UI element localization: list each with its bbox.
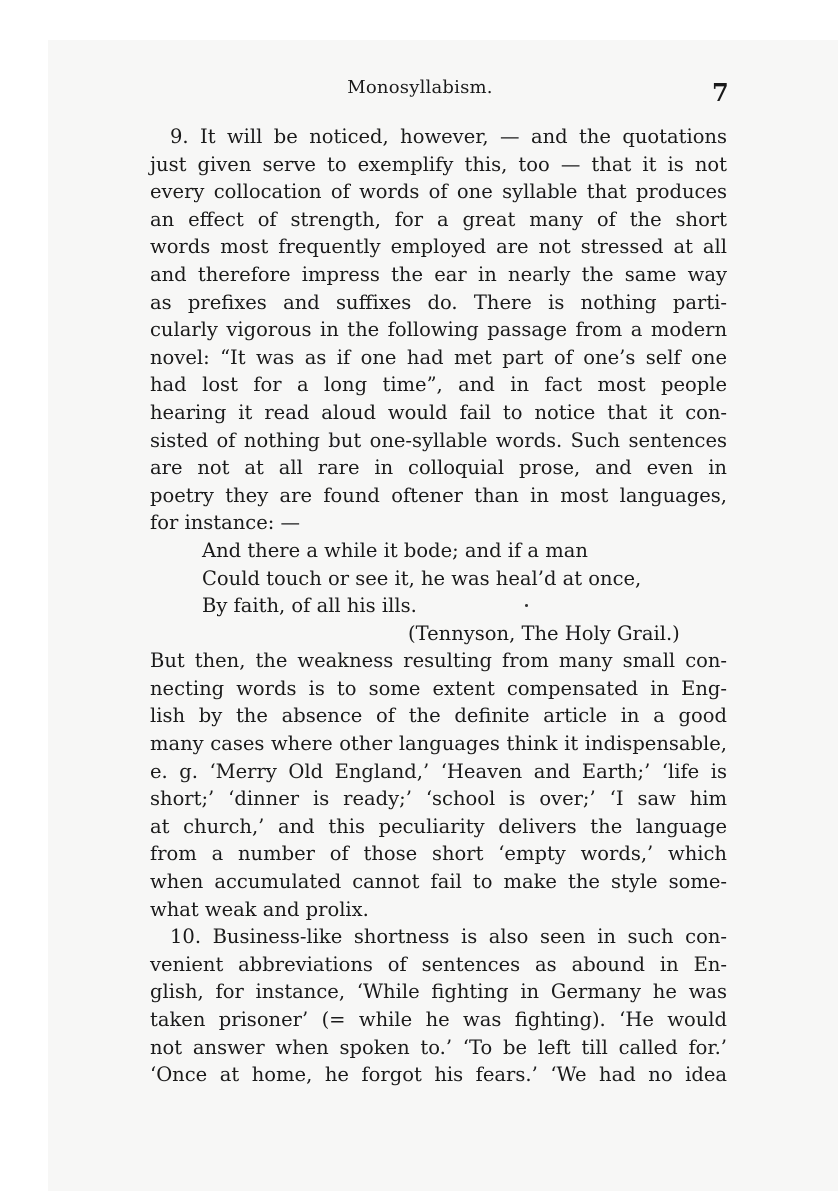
- text-line: novel: “It was as if one had met part of one’s self one: [150, 345, 727, 369]
- text-line: poetry they are found oftener than in most languages,: [150, 483, 727, 507]
- text-line: 10. Business-like shortness is also seen in such con-: [170, 925, 727, 949]
- text-line: lish by the absence of the definite article in a good: [150, 704, 727, 728]
- text-line: from a number of those short ‘empty words,’ which: [150, 842, 727, 866]
- text-line: an effect of strength, for a great many of the short: [150, 207, 727, 231]
- text-line: glish, for instance, ‘While fighting in Germany he was: [150, 980, 727, 1004]
- text-line: for instance: —: [150, 511, 301, 535]
- text-line: But then, the weakness resulting from many small con-: [150, 649, 727, 673]
- text-line: 9. It will be noticed, however, — and the quotations: [170, 125, 727, 148]
- text-line: e. g. ‘Merry Old England,’ ‘Heaven and Earth;’ ‘life is: [150, 759, 727, 783]
- text-line: when accumulated cannot fail to make the style some-: [150, 870, 727, 894]
- quotation-attribution: (Tennyson, The Holy Grail.): [408, 621, 680, 645]
- verse-line: And there a while it bode; and if a man: [202, 538, 588, 562]
- text-line: as prefixes and suffixes do. There is nothing parti-: [150, 290, 727, 314]
- text-line: what weak and prolix.: [150, 897, 369, 921]
- text-line: sisted of nothing but one-syllable words. Such sentences: [150, 428, 727, 452]
- text-line: hearing it read aloud would fail to notice that it con-: [150, 400, 727, 424]
- text-line: cularly vigorous in the following passage from a modern: [150, 318, 727, 342]
- text-line: had lost for a long time”, and in fact most people: [150, 373, 727, 397]
- text-line: not answer when spoken to.’ ‘To be left till called for.’: [150, 1035, 727, 1059]
- text-line: just given serve to exemplify this, too — that it is not: [150, 152, 727, 176]
- text-line: necting words is to some extent compensated in Eng-: [150, 676, 727, 700]
- verse-line: By faith, of all his ills.: [202, 594, 417, 618]
- body-text: [150, 123, 727, 1089]
- page-number: 7: [712, 78, 729, 107]
- text-line: venient abbreviations of sentences as abound in En-: [150, 952, 727, 976]
- print-speck: [525, 604, 528, 607]
- text-line: at church,’ and this peculiarity delivers the language: [150, 814, 727, 838]
- running-head: Monosyllabism.: [347, 77, 493, 98]
- text-line: every collocation of words of one syllable that produces: [150, 180, 727, 204]
- text-line: many cases where other languages think it indispensable,: [150, 732, 727, 756]
- text-line: ‘Once at home, he forgot his fears.’ ‘We had no idea: [150, 1063, 727, 1087]
- text-line: taken prisoner’ (= while he was fighting). ‘He would: [150, 1008, 727, 1031]
- text-line: words most frequently employed are not stressed at all: [150, 235, 727, 259]
- text-line: are not at all rare in colloquial prose, and even in: [150, 456, 727, 480]
- verse-line: Could touch or see it, he was heal’d at once,: [202, 566, 642, 590]
- text-line: short;’ ‘dinner is ready;’ ‘school is over;’ ‘I saw him: [150, 787, 727, 811]
- text-line: and therefore impress the ear in nearly the same way: [150, 262, 727, 286]
